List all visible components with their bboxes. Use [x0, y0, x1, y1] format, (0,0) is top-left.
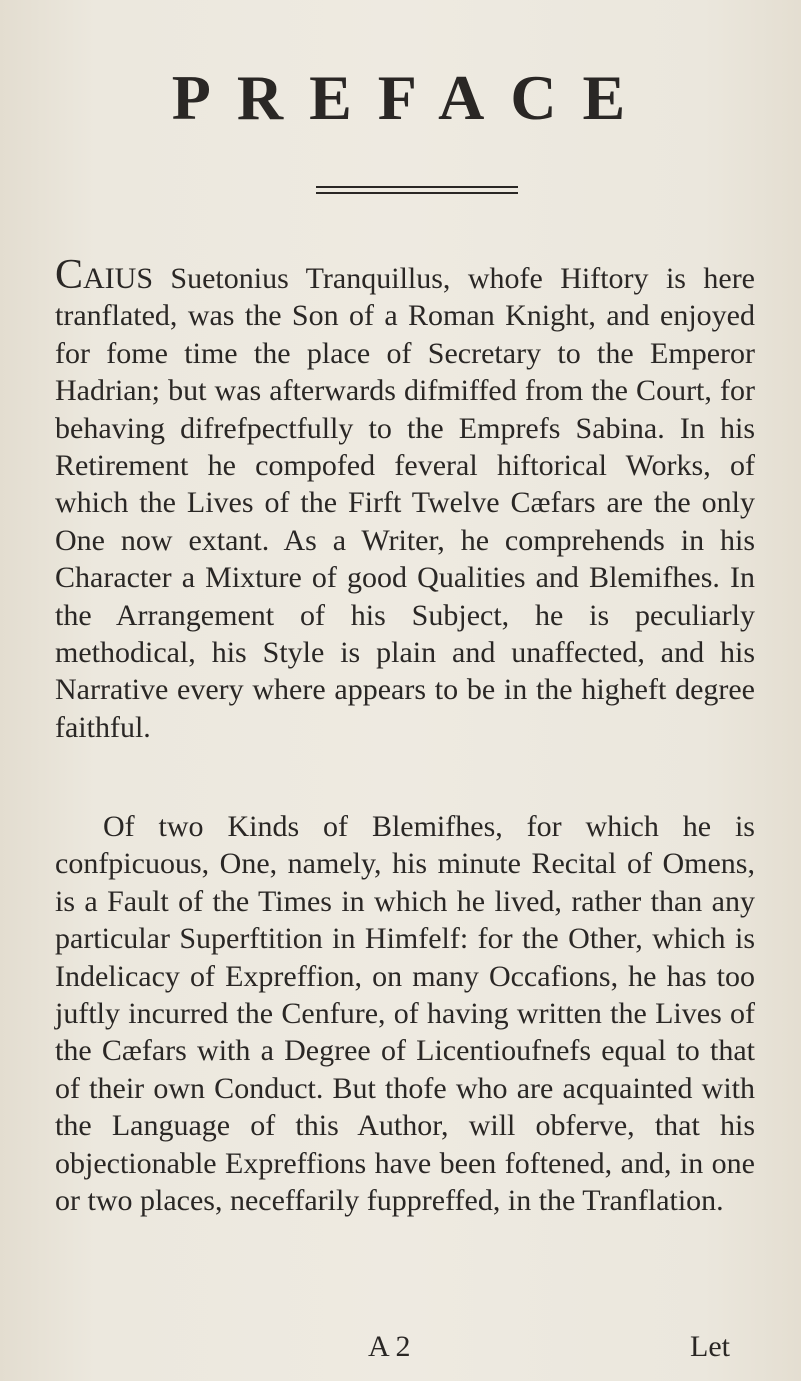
paragraph-1-text: AIUS Suetonius Tranquillus, whofe Hiftory is here tranflated, was the Son of a Roman Knight, and enjoyed for fome time the place of Secretary to the Emperor Hadrian; but was afterwards difmiffed from the Court, for behaving difrefpectfully to the Emprefs Sabina. In his Retirement he compofed feveral hiftorical Works, of which the Lives of the Firft Twelve Cæfars are the only One now extant. As a Writer, he comprehends in his Character a Mixture of good Qualities and Blemifhes. In the Arrangement of his Subject, he is peculiarly methodical, his Style is plain and unaffected, and his Narrative every where appears to be in the higheft degree faithful. — [55, 262, 755, 744]
ornamental-rule — [316, 186, 518, 194]
catchword: Let — [690, 1330, 730, 1363]
paragraph-1 — [55, 252, 755, 746]
page-heading: PREFACE — [171, 62, 652, 133]
signature-mark: A 2 — [368, 1330, 411, 1363]
paragraph-2: Of two Kinds of Blemifhes, for which he is confpicuous, One, namely, his minute Recital of Omens, is a Fault of the Times in which he lived, rather than any particular Superftition in Himfelf: for the Other, which is Indelicacy of Expreffion, on many Occafions, he has too juftly incurred the Cenfure, of having written the Lives of the Cæfars with a Degree of Licentioufnefs equal to that of their own Conduct. But thofe who are acquainted with the Language of this Author, will obferve, that his objectionable Expreffions have been foftened, and, in one or two places, neceffarily fuppreffed, in the Tranflation. — [55, 810, 755, 1218]
drop-cap: C — [55, 252, 84, 298]
